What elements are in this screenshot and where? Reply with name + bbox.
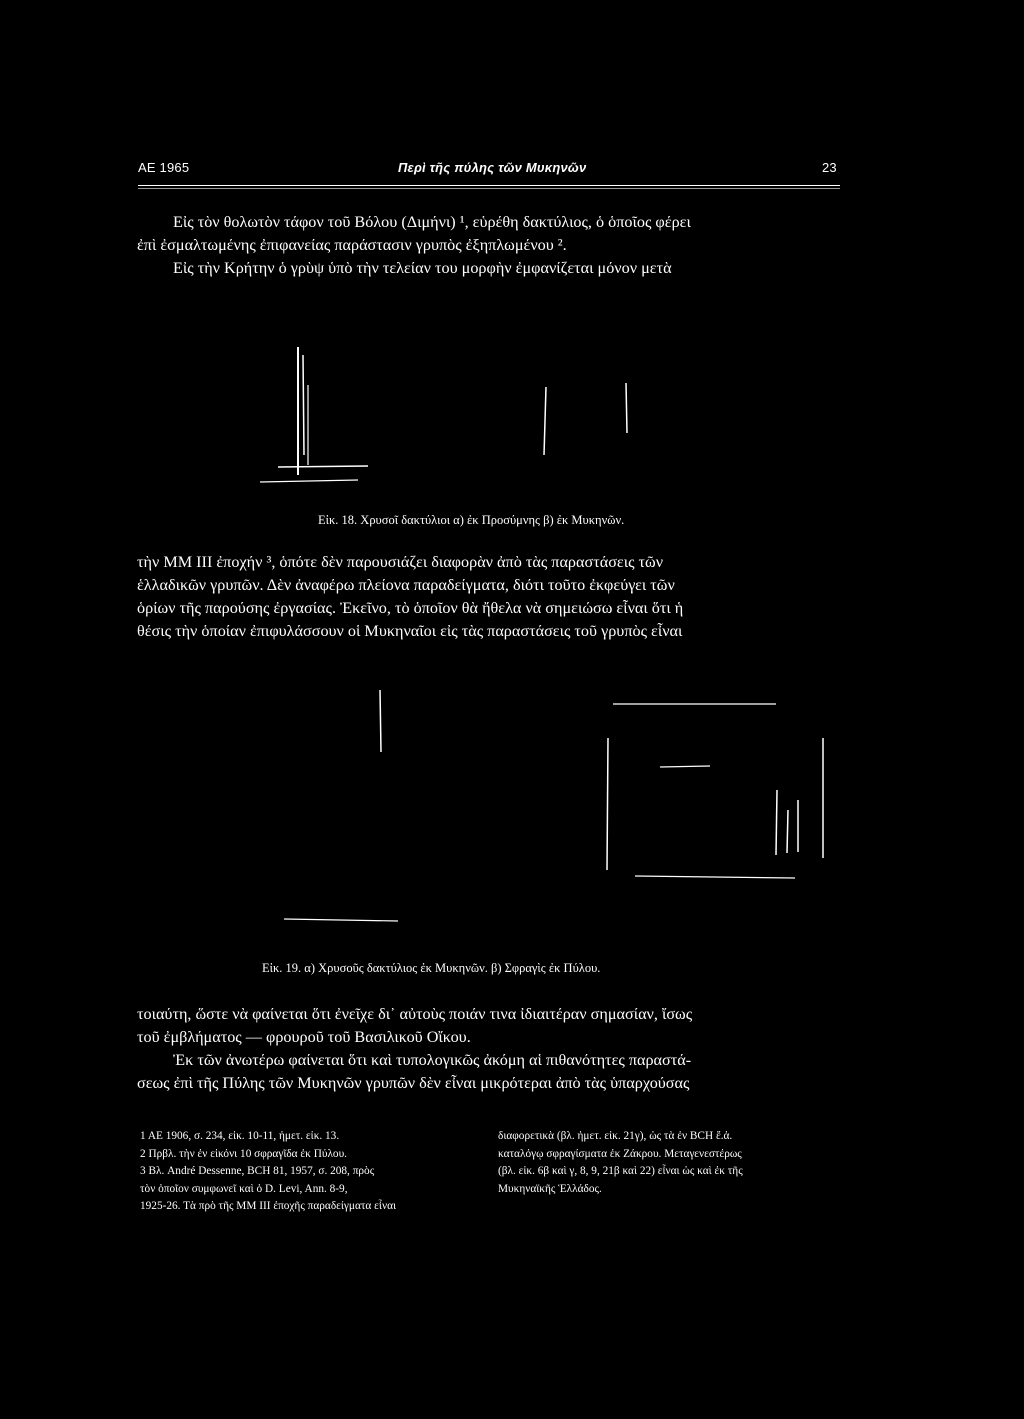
header-journal: ΑΕ 1965 (138, 160, 190, 175)
text-line: τοῦ ἐμβλήματος — φρουροῦ τοῦ Βασιλικοῦ Οἴκου. (137, 1028, 471, 1046)
footnotes-right (498, 1128, 843, 1198)
footnote-3: 3 Βλ. André Dessenne, BCH 81, 1957, σ. 208, πρὸς (140, 1165, 375, 1177)
footnote-3-cont: (βλ. εἰκ. 6β καὶ γ, 8, 9, 21β καὶ 22) εἶναι ὡς καὶ ἐκ τῆς (498, 1165, 743, 1177)
figure-18-caption: Εἰκ. 18. Χρυσοῖ δακτύλιοι α) ἐκ Προσύμνης β) ἐκ Μυκηνῶν. (318, 513, 625, 527)
paragraph-top (137, 211, 840, 280)
figure-18-artwork (250, 335, 650, 495)
text-line: Ἐκ τῶν ἀνωτέρω φαίνεται ὅτι καὶ τυπολογικῶς ἀκόμη αἱ πιθανότητες παραστά- (173, 1051, 692, 1069)
text-line: Εἰς τὸν θολωτὸν τάφον τοῦ Βόλου (Διμήνι) ¹, εὑρέθη δακτύλιος, ὁ ὁποῖος φέρει (173, 213, 691, 231)
ring-b-sketch (544, 383, 627, 455)
figure-19-caption: Εἰκ. 19. α) Χρυσοῦς δακτύλιος ἐκ Μυκηνῶν. β) Σφραγὶς ἐκ Πύλου. (262, 961, 601, 975)
header-title: Περὶ τῆς πύλης τῶν Μυκηνῶν (398, 160, 587, 175)
page-number: 23 (822, 160, 837, 175)
ring-sketch (284, 690, 398, 921)
text-line: τοιαύτη, ὥστε νὰ φαίνεται ὅτι ἐνεῖχε δι᾽ αὐτοὺς ποιάν τινα ἰδιαιτέραν σημασίαν, ἴσως (137, 1005, 693, 1023)
header-rule (138, 185, 840, 186)
footnote-3-cont: τὸν ὁποῖον συμφωνεῖ καὶ ὁ D. Levi, Ann. 8-9, (140, 1182, 348, 1195)
footnote-3-cont: καταλόγῳ σφραγίσματα ἐκ Ζάκρου. Μεταγενεστέρως (498, 1147, 742, 1160)
text-line: Εἰς τὴν Κρήτην ὁ γρὺψ ὑπὸ τὴν τελείαν του μορφὴν ἐμφανίζεται μόνον μετὰ (173, 259, 672, 277)
figure-19-artwork (270, 690, 840, 940)
footnote-1: 1 ΑΕ 1906, σ. 234, εἰκ. 10-11, ἡμετ. εἰκ. 13. (140, 1130, 340, 1142)
paragraph-middle (137, 551, 840, 643)
seal-sketch (607, 704, 823, 878)
footnotes-left (140, 1128, 485, 1216)
footnote-3-cont: 1925-26. Τὰ πρὸ τῆς ΜΜ ΙΙΙ ἐποχῆς παραδείγματα εἶναι (140, 1200, 397, 1212)
text-line: ἐπὶ ἐσμαλτωμένης ἐπιφανείας παράστασιν γρυπὸς ἐξηπλωμένου ². (137, 236, 567, 254)
footnote-3-cont: διαφορετικὰ (βλ. ἡμετ. εἰκ. 21γ), ὡς τὰ ἐν BCH ἔ.ἀ. (498, 1130, 733, 1142)
paragraph-bottom (137, 1003, 840, 1095)
footnote-2: 2 Πρβλ. τὴν ἐν εἰκόνι 10 σφραγῖδα ἐκ Πύλου. (140, 1147, 347, 1160)
ring-a-sketch (260, 347, 368, 482)
text-line: θέσις τὴν ὁποίαν ἐπιφυλάσσουν οἱ Μυκηναῖοι εἰς τὰς παραστάσεις τοῦ γρυπὸς εἶναι (137, 622, 683, 640)
footnote-3-cont: Μυκηναϊκῆς Ἑλλάδος. (498, 1182, 602, 1195)
text-line: ὁρίων τῆς παρούσης ἐργασίας. Ἐκεῖνο, τὸ ὁποῖον θὰ ἤθελα νὰ σημειώσω εἶναι ὅτι ἡ (137, 599, 684, 617)
header-rule-secondary (138, 188, 840, 189)
text-line: ἑλλαδικῶν γρυπῶν. Δὲν ἀναφέρω πλείονα παραδείγματα, διότι τοῦτο ἐκφεύγει τῶν (137, 576, 675, 594)
text-line: σεως ἐπὶ τῆς Πύλης τῶν Μυκηνῶν γρυπῶν δὲν εἶναι μικρότεραι ἀπὸ τὰς ὑπαρχούσας (137, 1074, 690, 1092)
text-line: τὴν ΜΜ ΙΙΙ ἐποχήν ³, ὁπότε δὲν παρουσιάζει διαφορὰν ἀπὸ τὰς παραστάσεις τῶν (137, 553, 664, 571)
